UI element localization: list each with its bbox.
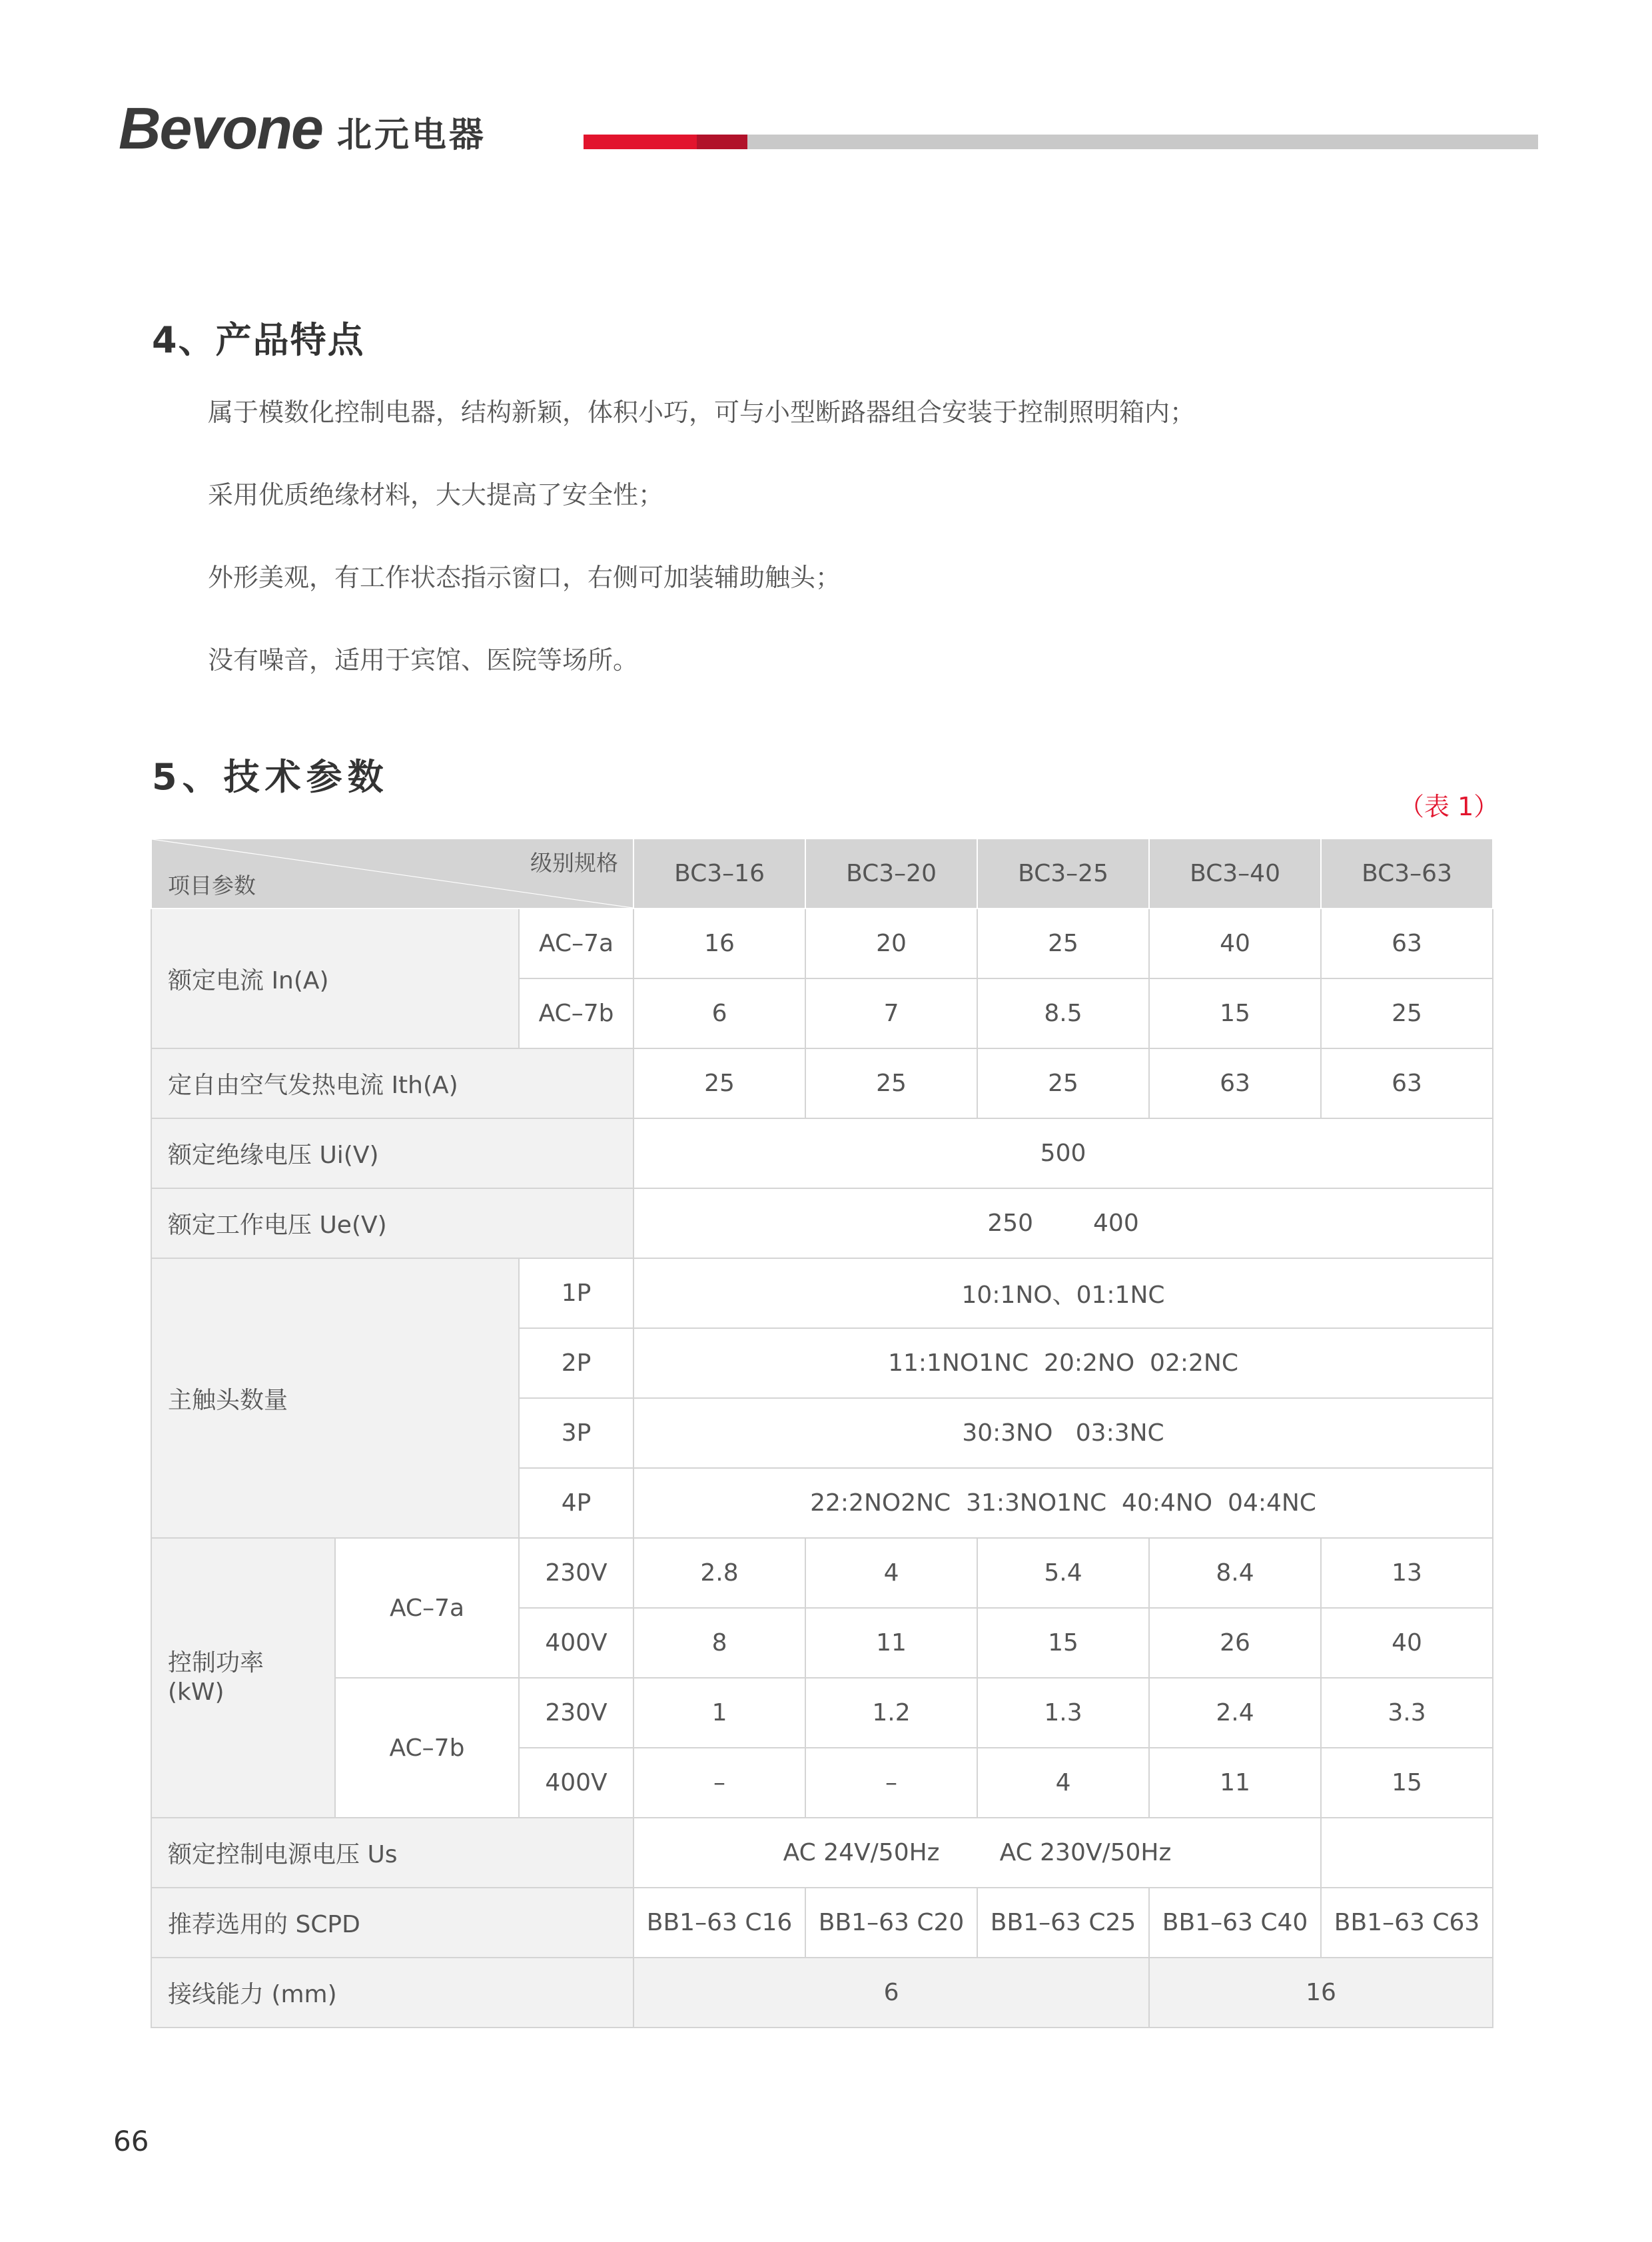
- pole-label: 4P: [519, 1468, 633, 1538]
- table-cell: 1: [633, 1678, 805, 1748]
- brand-name-en: Bevone: [119, 95, 322, 161]
- table-cell: 3.3: [1321, 1678, 1493, 1748]
- table-cell: BB1–63 C40: [1149, 1888, 1321, 1958]
- voltage-label: 400V: [519, 1748, 633, 1818]
- table-row: [151, 1958, 1493, 2028]
- table-header-row: [151, 839, 1493, 909]
- table-cell: BB1–63 C16: [633, 1888, 805, 1958]
- table-cell: 5.4: [977, 1538, 1149, 1608]
- control-power-label: [151, 1538, 335, 1818]
- table-cell: 25: [977, 909, 1149, 978]
- table-cell: 16: [1149, 1958, 1493, 2028]
- table-row: [151, 1258, 1493, 1328]
- table-cell: 30:3NO 03:3NC: [633, 1398, 1493, 1468]
- table-cell: 25: [805, 1048, 977, 1118]
- table-cell: 8: [633, 1608, 805, 1678]
- page-number: 66: [113, 2125, 149, 2157]
- control-supply-value: AC 24V/50Hz: [783, 1839, 940, 1866]
- table-cell: [633, 1188, 1493, 1258]
- table-cell: 8.4: [1149, 1538, 1321, 1608]
- table-cell: –: [633, 1748, 805, 1818]
- voltage-label: 400V: [519, 1608, 633, 1678]
- table-cell: 13: [1321, 1538, 1493, 1608]
- pole-label: 3P: [519, 1398, 633, 1468]
- table-cell: 4: [805, 1538, 977, 1608]
- working-voltage-value: 400: [1093, 1210, 1139, 1237]
- table-cell: 10:1NO、01:1NC: [633, 1258, 1493, 1328]
- feature-item: 没有噪音，适用于宾馆、医院等场所。: [208, 645, 639, 675]
- table-cell: 15: [1321, 1748, 1493, 1818]
- table-cell: 7: [805, 978, 977, 1048]
- control-power-label-line2: (kW): [168, 1679, 224, 1706]
- table-row: [151, 1888, 1493, 1958]
- category-label: AC–7a: [519, 909, 633, 978]
- table-cell: –: [805, 1748, 977, 1818]
- main-contacts-label: 主触头数量: [151, 1258, 519, 1538]
- table-row: [151, 1048, 1493, 1118]
- pole-label: 1P: [519, 1258, 633, 1328]
- wiring-label: 接线能力 (mm): [151, 1958, 633, 2028]
- table-cell: 16: [633, 909, 805, 978]
- table-cell: 15: [977, 1608, 1149, 1678]
- category-label: AC–7b: [335, 1678, 519, 1818]
- feature-item: 外形美观，有工作状态指示窗口，右侧可加装辅助触头；: [208, 563, 841, 592]
- table-cell: 6: [633, 978, 805, 1048]
- voltage-label: 230V: [519, 1678, 633, 1748]
- table-cell: 4: [977, 1748, 1149, 1818]
- voltage-label: 230V: [519, 1538, 633, 1608]
- table-cell: 11:1NO1NC 20:2NO 02:2NC: [633, 1328, 1493, 1398]
- header-bar-red: [584, 135, 697, 149]
- table-cell: 40: [1149, 909, 1321, 978]
- table-cell: 63: [1149, 1048, 1321, 1118]
- table-row: [151, 1538, 1493, 1608]
- table-row: [151, 909, 1493, 978]
- table-cell: BB1–63 C63: [1321, 1888, 1493, 1958]
- table-cell: 20: [805, 909, 977, 978]
- working-voltage-label: 额定工作电压 Ue(V): [151, 1188, 633, 1258]
- diag-header-top: 级别规格: [530, 850, 619, 876]
- table-cell: 63: [1321, 909, 1493, 978]
- table-note: （表 1）: [1399, 792, 1499, 821]
- table-cell: BB1–63 C20: [805, 1888, 977, 1958]
- feature-item: 属于模数化控制电器，结构新颖，体积小巧，可与小型断路器组合安装于控制照明箱内；: [208, 398, 1196, 427]
- diag-header-bottom: 项目参数: [168, 873, 256, 899]
- table-cell: 500: [633, 1118, 1493, 1188]
- section-4-title: 4、产品特点: [152, 319, 365, 361]
- header-bar-gray: [747, 135, 1538, 149]
- control-power-label-line1: 控制功率: [168, 1649, 264, 1677]
- category-label: AC–7a: [335, 1538, 519, 1678]
- diagonal-header-cell: [151, 839, 633, 909]
- table-cell: 1.2: [805, 1678, 977, 1748]
- spec-table: [151, 838, 1493, 2028]
- table-row: [151, 1678, 1493, 1748]
- table-cell: [633, 1818, 1321, 1888]
- table-cell: 25: [977, 1048, 1149, 1118]
- table-cell: 25: [1321, 978, 1493, 1048]
- pole-label: 2P: [519, 1328, 633, 1398]
- model-header: BC3–63: [1321, 839, 1493, 909]
- table-cell: 63: [1321, 1048, 1493, 1118]
- table-cell: 26: [1149, 1608, 1321, 1678]
- rated-current-label: 额定电流 In(A): [151, 909, 519, 1048]
- table-cell: 2.4: [1149, 1678, 1321, 1748]
- table-cell: 22:2NO2NC 31:3NO1NC 40:4NO 04:4NC: [633, 1468, 1493, 1538]
- table-cell: 25: [633, 1048, 805, 1118]
- table-row: [151, 1818, 1493, 1888]
- table-cell: [1321, 1818, 1493, 1888]
- thermal-current-label: 定自由空气发热电流 Ith(A): [151, 1048, 633, 1118]
- table-cell: BB1–63 C25: [977, 1888, 1149, 1958]
- control-supply-label: 额定控制电源电压 Us: [151, 1818, 633, 1888]
- table-cell: 8.5: [977, 978, 1149, 1048]
- control-supply-value: AC 230V/50Hz: [999, 1839, 1172, 1866]
- category-label: AC–7b: [519, 978, 633, 1048]
- model-header: BC3–16: [633, 839, 805, 909]
- table-cell: 2.8: [633, 1538, 805, 1608]
- header-bar-dark-red: [697, 135, 747, 149]
- section-5-title: 5、技术参数: [152, 756, 389, 798]
- working-voltage-value: 250: [987, 1210, 1034, 1237]
- brand-logo: [119, 95, 486, 161]
- table-cell: 11: [805, 1608, 977, 1678]
- table-cell: 6: [633, 1958, 1149, 2028]
- table-row: [151, 1188, 1493, 1258]
- brand-name-cn: 北元电器: [336, 115, 486, 155]
- table-cell: 1.3: [977, 1678, 1149, 1748]
- table-row: [151, 1118, 1493, 1188]
- table-cell: 11: [1149, 1748, 1321, 1818]
- model-header: BC3–25: [977, 839, 1149, 909]
- insulation-voltage-label: 额定绝缘电压 Ui(V): [151, 1118, 633, 1188]
- feature-item: 采用优质绝缘材料，大大提高了安全性；: [208, 480, 664, 510]
- table-cell: 15: [1149, 978, 1321, 1048]
- scpd-label: 推荐选用的 SCPD: [151, 1888, 633, 1958]
- model-header: BC3–20: [805, 839, 977, 909]
- table-cell: 40: [1321, 1608, 1493, 1678]
- model-header: BC3–40: [1149, 839, 1321, 909]
